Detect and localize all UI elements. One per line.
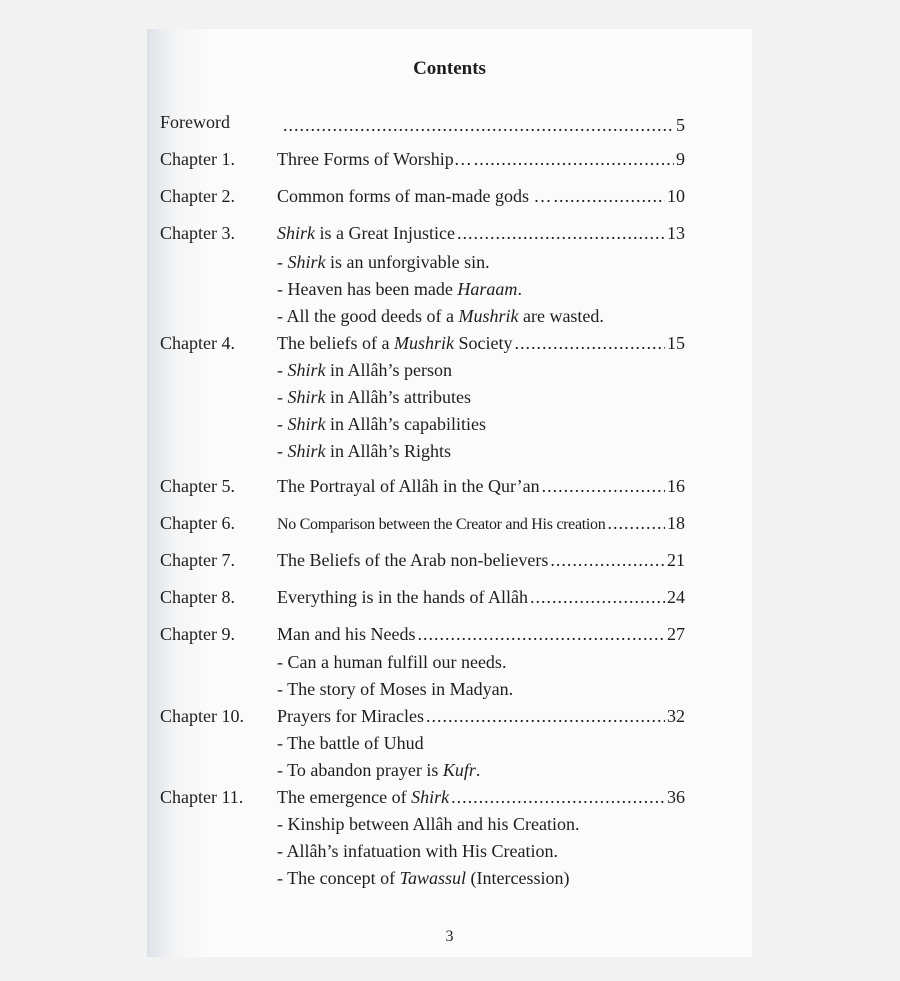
sub-entry: - All the good deeds of a Mushrik are wasted.: [277, 306, 604, 326]
chapter-title: No Comparison between the Creator and His creation: [277, 516, 606, 533]
chapter-title: The Portrayal of Allâh in the Qur’an: [277, 476, 540, 496]
toc-entry: [277, 332, 685, 354]
sub-entry: - Shirk in Allâh’s Rights: [277, 441, 452, 461]
leader-dots: [457, 222, 665, 244]
chapter-page: 15: [667, 333, 685, 353]
chapter-page: 21: [667, 550, 685, 570]
leader-dots: [550, 549, 665, 571]
chapter-page: 16: [667, 476, 685, 496]
toc-entry: [277, 586, 685, 608]
sub-entry: - Heaven has been made Haraam.: [277, 279, 522, 299]
sub-entry: - Shirk in Allâh’s attributes: [277, 387, 471, 407]
chapter-title: The emergence of Shirk: [277, 787, 450, 807]
leader-dots: [426, 705, 665, 727]
leader-dots: [553, 185, 665, 207]
toc-entry: [277, 222, 685, 244]
chapter-page: 36: [667, 787, 685, 807]
page-number: 3: [445, 928, 454, 945]
chapter-label: Chapter 10.: [160, 706, 244, 726]
chapter-page: 32: [667, 706, 685, 726]
sub-entry: - Shirk in Allâh’s person: [277, 360, 452, 380]
toc-entry: [277, 623, 685, 645]
chapter-title: Prayers for Miracles: [277, 706, 424, 726]
chapter-title: Man and his Needs: [277, 624, 416, 644]
chapter-label: Chapter 6.: [160, 513, 235, 533]
leader-dots: [474, 148, 674, 170]
leader-dots: [283, 114, 674, 136]
toc-entry: [277, 705, 685, 727]
chapter-page: 24: [667, 587, 685, 607]
chapter-title: The Beliefs of the Arab non-believers: [277, 550, 549, 570]
sub-entry: - The battle of Uhud: [277, 733, 424, 753]
foreword-label: Foreword: [160, 112, 230, 132]
chapter-title: Common forms of man-made gods …: [277, 186, 552, 206]
sub-entry: - Shirk is an unforgivable sin.: [277, 252, 490, 272]
chapter-title: The beliefs of a Mushrik Society: [277, 333, 513, 353]
chapter-page: 9: [676, 149, 685, 169]
chapter-label: Chapter 8.: [160, 587, 235, 607]
foreword-page: 5: [676, 115, 685, 135]
toc-entry: [277, 475, 685, 497]
toc-entry: [277, 148, 685, 170]
toc-entry: [277, 185, 685, 207]
sub-entry: - Can a human fulfill our needs.: [277, 652, 507, 672]
chapter-label: Chapter 3.: [160, 223, 235, 243]
sub-entry: - To abandon prayer is Kufr.: [277, 760, 481, 780]
chapter-page: 18: [667, 513, 685, 533]
sub-entry: - Kinship between Allâh and his Creation.: [277, 814, 580, 834]
chapter-label: Chapter 1.: [160, 149, 235, 169]
chapter-title: Shirk is a Great Injustice: [277, 223, 455, 243]
chapter-label: Chapter 7.: [160, 550, 235, 570]
toc-entry: [277, 549, 685, 571]
chapter-page: 10: [667, 186, 685, 206]
leader-dots: [542, 475, 665, 497]
chapter-title: Three Forms of Worship…: [277, 149, 472, 169]
sub-entry: - The concept of Tawassul (Intercession): [277, 868, 570, 888]
sub-entry: - Shirk in Allâh’s capabilities: [277, 414, 486, 434]
chapter-label: Chapter 2.: [160, 186, 235, 206]
toc-entry: [277, 786, 685, 808]
chapter-label: Chapter 5.: [160, 476, 235, 496]
page-title: Contents: [413, 58, 486, 79]
leader-dots: [417, 623, 665, 645]
chapter-page: 27: [667, 624, 685, 644]
chapter-page: 13: [667, 223, 685, 243]
leader-dots: [530, 586, 665, 608]
chapter-label: Chapter 9.: [160, 624, 235, 644]
chapter-title: Everything is in the hands of Allâh: [277, 587, 528, 607]
sub-entry: - The story of Moses in Madyan.: [277, 679, 514, 699]
leader-dots: [514, 332, 665, 354]
leader-dots: [451, 786, 665, 808]
toc-entry: [277, 512, 685, 536]
sub-entry: - Allâh’s infatuation with His Creation.: [277, 841, 558, 861]
book-page: [147, 29, 752, 957]
chapter-label: Chapter 4.: [160, 333, 235, 353]
leader-dots: [607, 512, 665, 534]
foreword-entry: [281, 114, 685, 136]
chapter-label: Chapter 11.: [160, 787, 244, 807]
